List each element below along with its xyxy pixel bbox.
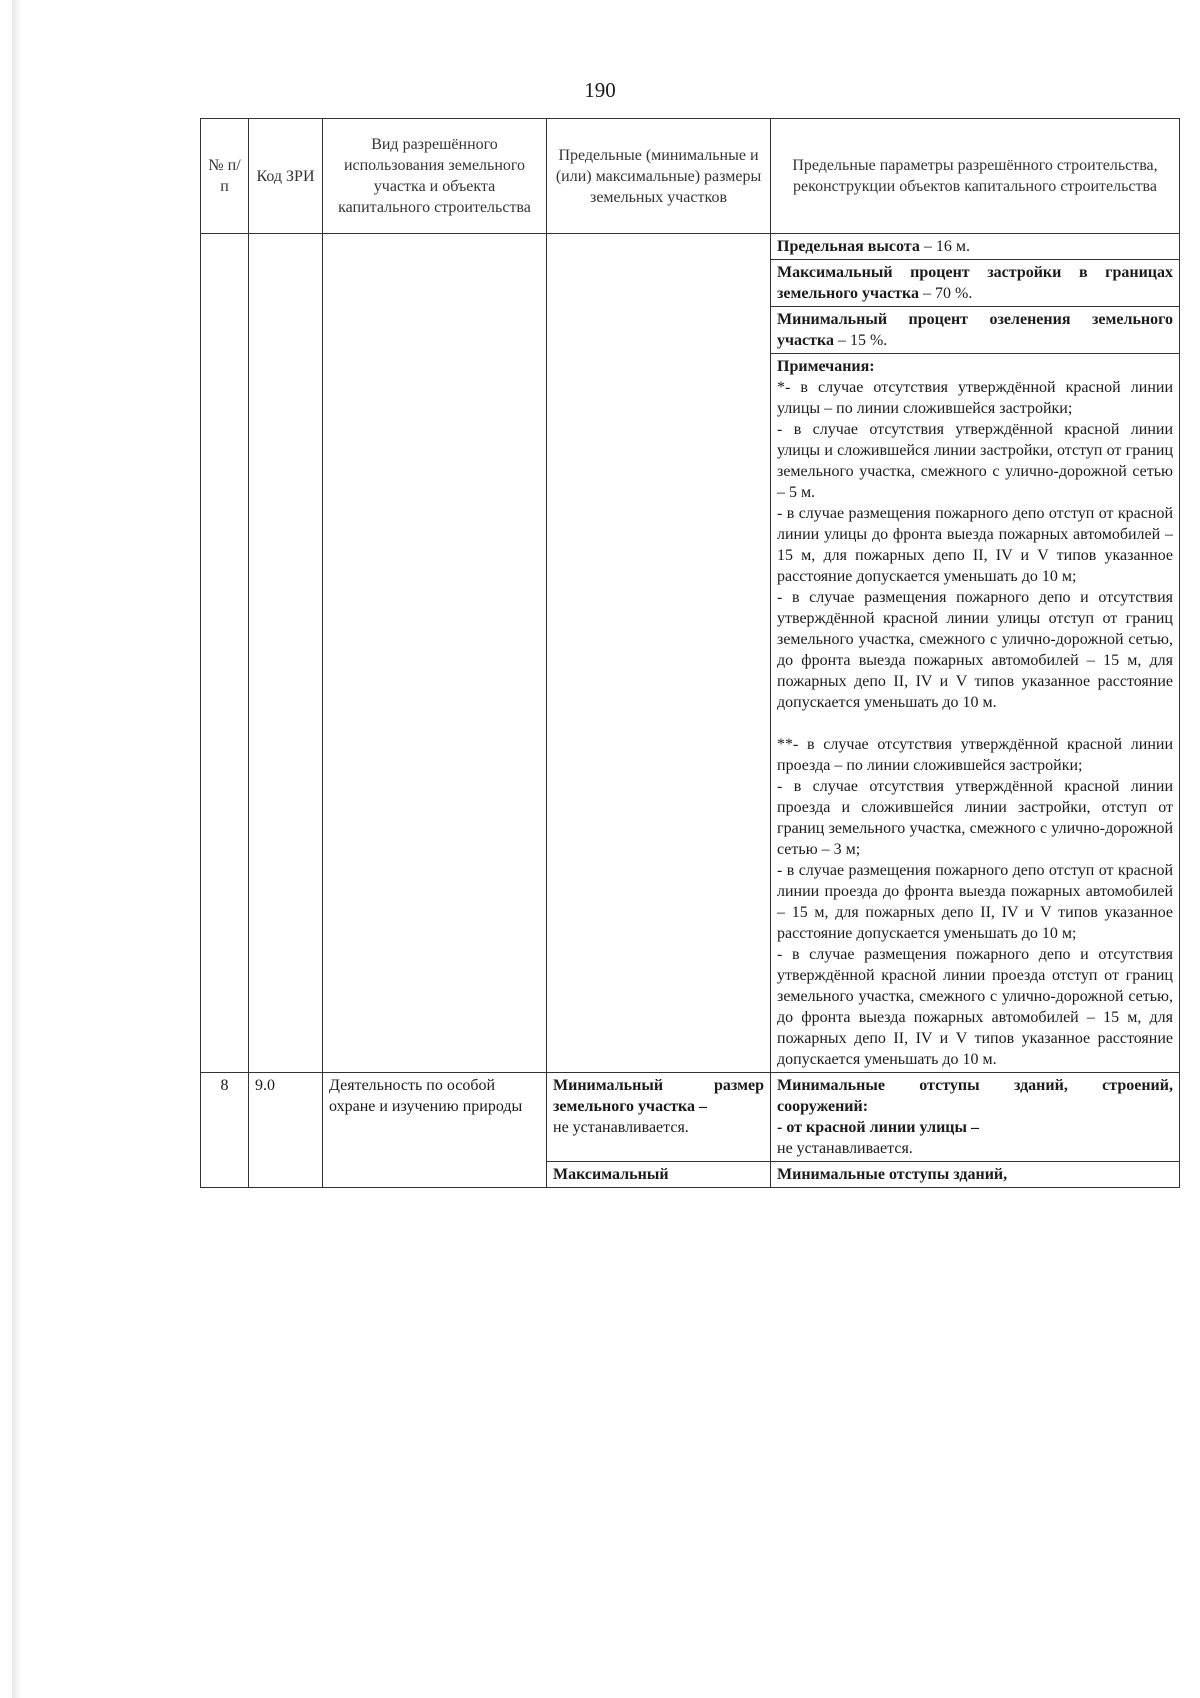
cell-max-size: Максимальный <box>547 1162 771 1188</box>
note-paragraph: - в случае размещения пожарного депо и отсутствия утверждённой красной линии улицы отступ от границ земельного участка, смежного с улично-дорожной сетью, до фронта выезда пожарных автомобилей – 15 м, для пожарных депо II, IV и V типов указанное расстояние допускается уменьшать до 10 м. <box>777 589 1173 711</box>
min-size-label: Минимальный размер земельного участка – <box>553 1077 764 1115</box>
note-paragraph: - в случае размещения пожарного депо отступ от красной линии улицы до фронта выезда пожарных автомобилей – 15 м, для пожарных депо II, IV и V типов указанное расстояние допускается уменьшать до 10 м; <box>777 505 1173 585</box>
notes-title: Примечания: <box>777 358 875 375</box>
table-header-row <box>201 119 1180 234</box>
note-gap <box>777 713 1173 734</box>
cell-notes <box>771 354 1180 1073</box>
page-number: 190 <box>584 78 616 102</box>
height-label: Предельная высота <box>777 238 920 255</box>
header-use-type: Вид разрешённого использования земельного участка и объекта капитального строительства <box>323 119 547 234</box>
header-code: Код ЗРИ <box>249 119 323 234</box>
table-row <box>201 1073 1180 1162</box>
note-paragraph: - в случае отсутствия утверждённой красной линии улицы и сложившейся линии застройки, отступ от границ земельного участка, смежного с улично-дорожной сетью – 5 м. <box>777 421 1173 501</box>
cell-height <box>771 234 1180 260</box>
max-coverage-label: Максимальный процент застройки в границах земельного участка <box>777 264 1173 302</box>
cell-code-cont <box>249 234 323 1073</box>
setbacks-street-value: не устанавливается. <box>777 1140 913 1157</box>
max-coverage-value: – 70 %. <box>919 285 973 302</box>
cell-max-coverage <box>771 260 1180 307</box>
zoning-table <box>200 118 1180 1188</box>
scan-edge <box>12 0 22 1698</box>
note-paragraph: - в случае отсутствия утверждённой красной линии проезда и сложившейся линии застройки, отступ от границ земельного участка, смежного с улично-дорожной сетью – 3 м; <box>777 778 1173 858</box>
cell-setbacks-2: Минимальные отступы зданий, <box>771 1162 1180 1188</box>
header-number: № п/п <box>201 119 249 234</box>
table-row <box>201 234 1180 260</box>
cell-use-cont <box>323 234 547 1073</box>
cell-number-8: 8 <box>201 1073 249 1188</box>
cell-sizes-cont <box>547 234 771 1073</box>
height-value: – 16 м. <box>919 238 970 255</box>
min-greening-label: Минимальный процент озеленения земельного участка <box>777 311 1173 349</box>
note-paragraph: **- в случае отсутствия утверждённой красной линии проезда – по линии сложившейся застройки; <box>777 736 1173 774</box>
cell-code-8: 9.0 <box>249 1073 323 1188</box>
header-plot-sizes: Предельные (минимальные и (или) максимальные) размеры земельных участков <box>547 119 771 234</box>
cell-number-cont <box>201 234 249 1073</box>
setbacks-label: Минимальные отступы зданий, строений, сооружений: <box>777 1077 1173 1115</box>
note-paragraph: - в случае размещения пожарного депо отступ от красной линии проезда до фронта выезда пожарных автомобилей – 15 м, для пожарных депо II, IV и V типов указанное расстояние допускается уменьшать до 10 м; <box>777 862 1173 942</box>
note-paragraph: - в случае размещения пожарного депо и отсутствия утверждённой красной линии проезда отступ от границ земельного участка, смежного с улично-дорожной сетью, до фронта выезда пожарных автомобилей – 15 м, для пожарных депо II, IV и V типов указанное расстояние допускается уменьшать до 10 м. <box>777 946 1173 1068</box>
cell-min-size <box>547 1073 771 1162</box>
cell-min-greening <box>771 307 1180 354</box>
min-size-value: не устанавливается. <box>553 1119 689 1136</box>
header-params: Предельные параметры разрешённого строительства, реконструкции объектов капитального строительства <box>771 119 1180 234</box>
cell-setbacks <box>771 1073 1180 1162</box>
cell-use-8: Деятельность по особой охране и изучению природы <box>323 1073 547 1188</box>
note-paragraph: *- в случае отсутствия утверждённой красной линии улицы – по линии сложившейся застройки; <box>777 379 1173 417</box>
setbacks-street-label: - от красной линии улицы – <box>777 1119 979 1136</box>
min-greening-value: – 15 %. <box>833 332 888 349</box>
